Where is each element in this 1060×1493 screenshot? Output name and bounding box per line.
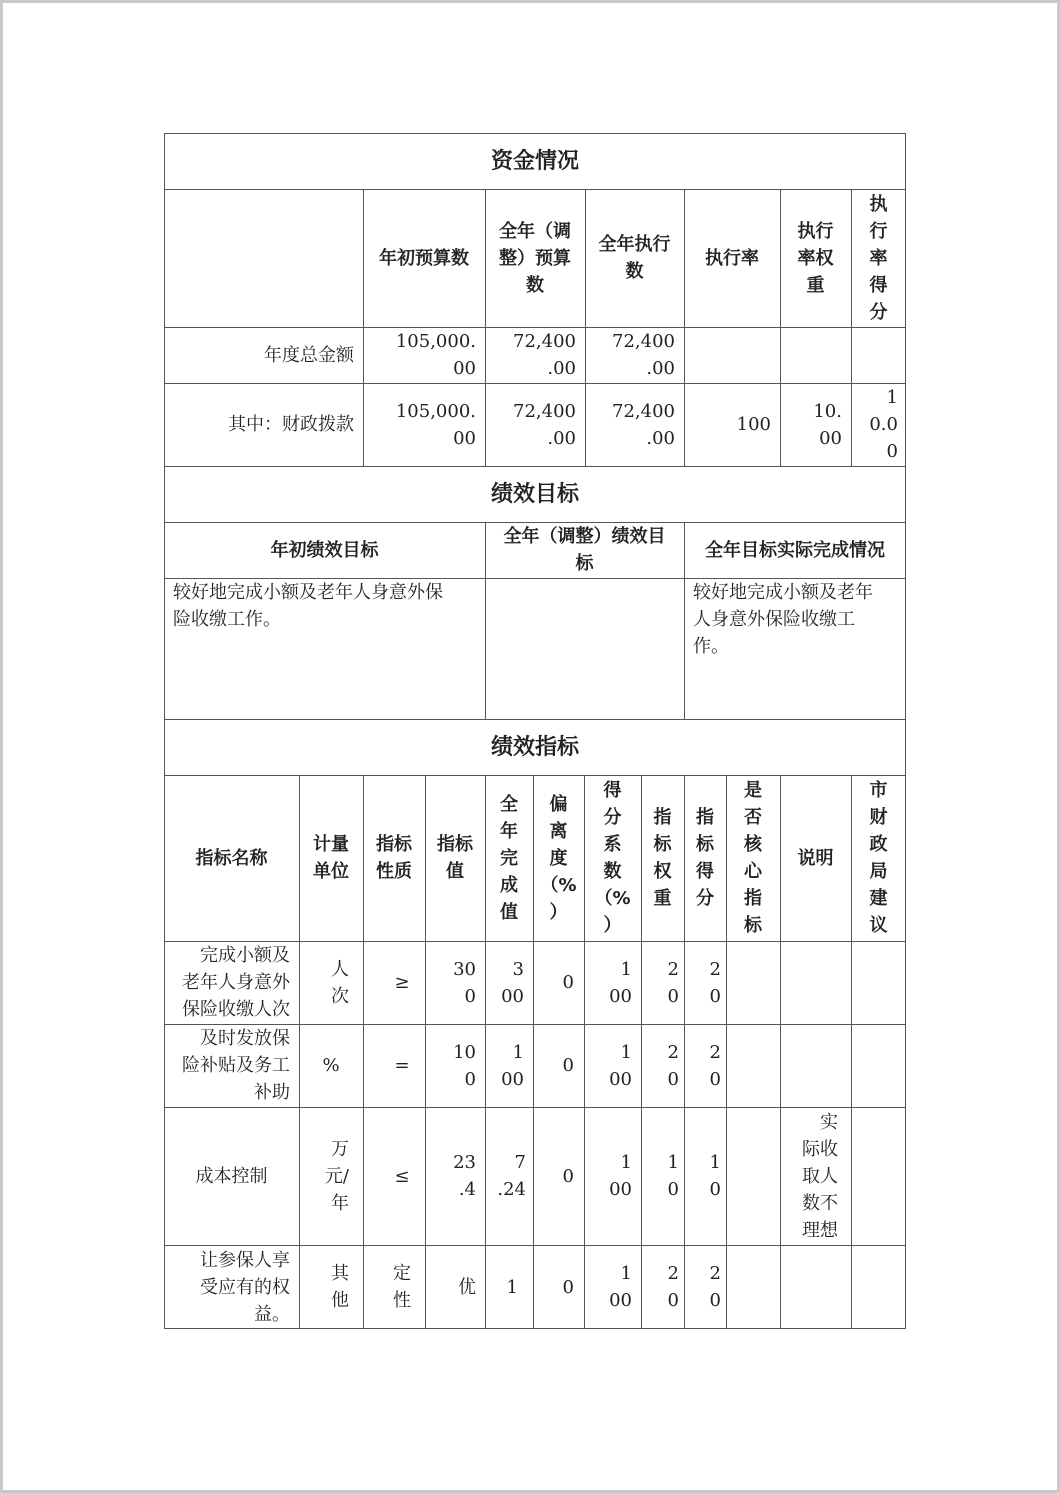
header-initial-budget: 年初预算数 xyxy=(379,247,469,269)
grid-line xyxy=(726,775,727,1329)
grid-line xyxy=(164,327,906,328)
indicator-weight: 2 0 xyxy=(667,1041,679,1090)
fiscal-rate-weight: 10. 00 xyxy=(813,400,842,449)
grid-line xyxy=(641,775,642,1329)
indicator-target-value: 优 xyxy=(458,1276,476,1298)
grid-line xyxy=(164,578,906,579)
grid-line xyxy=(780,775,781,1329)
indicator-core xyxy=(726,1024,780,1107)
indicator-core xyxy=(726,1107,780,1245)
indicator-score: 1 0 xyxy=(709,1152,721,1200)
grid-line xyxy=(164,775,906,776)
section-title-fund: 资金情况 xyxy=(490,148,579,174)
indicator-target-value: 30 0 xyxy=(453,958,476,1007)
indicator-note xyxy=(780,941,851,1024)
indicator-unit: 人 次 xyxy=(331,958,349,1007)
indicator-target-value: 10 0 xyxy=(453,1041,476,1090)
header-deviation: 偏 离 度 （% ） xyxy=(540,793,577,923)
fiscal-adjusted-budget: 72,400 .00 xyxy=(513,400,576,449)
indicator-score: 2 0 xyxy=(709,958,721,1007)
indicator-completed-value: 3 00 xyxy=(501,958,524,1007)
row-label-fiscal: 其中：财政拨款 xyxy=(228,414,354,435)
grid-line xyxy=(164,189,906,190)
indicator-nature: ≤ xyxy=(394,1165,410,1187)
section-title-goals: 绩效目标 xyxy=(490,481,579,507)
header-nature: 指标 性质 xyxy=(376,834,412,882)
fiscal-initial-budget: 105,000. 00 xyxy=(395,400,476,449)
header-indicator-score: 指 标 得 分 xyxy=(696,807,714,909)
indicator-score: 2 0 xyxy=(709,1041,721,1090)
grid-line xyxy=(851,189,852,466)
grid-line xyxy=(164,522,906,523)
indicator-nature: ≥ xyxy=(394,972,410,993)
header-rate-weight: 执行 率权 重 xyxy=(797,220,834,296)
indicator-advice xyxy=(851,1245,906,1329)
initial-goal-text: 较好地完成小额及老年人身意外保 险收缴工作。 xyxy=(173,582,443,630)
header-unit: 计量 单位 xyxy=(313,834,349,882)
indicator-note xyxy=(780,1024,851,1107)
indicator-advice xyxy=(851,1107,906,1245)
grid-line xyxy=(684,775,685,1329)
row-label-total: 年度总金额 xyxy=(264,344,354,366)
grid-line xyxy=(164,1024,906,1025)
indicator-name: 及时发放保 险补贴及务工 补助 xyxy=(182,1028,290,1103)
indicator-score: 2 0 xyxy=(709,1263,721,1311)
table-border-right xyxy=(905,133,906,1329)
indicator-note xyxy=(780,1245,851,1329)
section-title-indicators: 绩效指标 xyxy=(490,734,579,760)
indicator-completed-value: 1 00 xyxy=(501,1041,524,1090)
header-score-coefficient: 得 分 系 数 （% ） xyxy=(594,780,631,936)
grid-line xyxy=(164,383,906,384)
indicator-unit: % xyxy=(322,1055,340,1076)
indicator-weight: 1 0 xyxy=(667,1152,679,1200)
grid-line xyxy=(780,189,781,466)
indicator-nature: = xyxy=(394,1055,410,1076)
grid-line xyxy=(684,522,685,719)
header-initial-goal: 年初绩效目标 xyxy=(270,539,379,561)
indicator-completed-value: 7 .24 xyxy=(497,1152,526,1200)
header-target-value: 指标 值 xyxy=(437,834,473,882)
header-core-indicator: 是 否 核 心 指 标 xyxy=(744,780,762,936)
indicator-target-value: 23 .4 xyxy=(453,1152,476,1200)
grid-line xyxy=(851,775,852,1329)
grid-line xyxy=(485,189,486,466)
indicator-core xyxy=(726,1245,780,1329)
table-border-top xyxy=(164,133,906,134)
indicator-weight: 2 0 xyxy=(667,1263,679,1311)
indicator-score-coefficient: 1 00 xyxy=(609,1152,632,1200)
grid-line xyxy=(584,775,585,1329)
grid-line xyxy=(485,775,486,1329)
adjusted-goal-text xyxy=(485,578,684,719)
grid-line xyxy=(533,775,534,1329)
indicator-deviation: 0 xyxy=(562,972,574,993)
grid-line xyxy=(164,1245,906,1246)
header-adjusted-goal: 全年（调整）绩效目 标 xyxy=(503,526,666,574)
indicator-name: 让参保人享 受应有的权 益。 xyxy=(200,1249,290,1325)
indicator-deviation: 0 xyxy=(562,1055,574,1076)
indicator-completed-value: 1 xyxy=(506,1276,518,1298)
header-indicator-weight: 指 标 权 重 xyxy=(653,807,672,909)
grid-line xyxy=(363,775,364,1329)
grid-line xyxy=(164,941,906,942)
table-border-bottom xyxy=(164,1328,906,1329)
indicator-deviation: 0 xyxy=(562,1165,574,1187)
indicator-unit: 其 他 xyxy=(331,1263,349,1311)
header-execution-rate: 执行率 xyxy=(705,247,759,269)
indicator-name: 完成小额及 老年人身意外 保险收缴人次 xyxy=(182,945,290,1020)
indicator-score-coefficient: 1 00 xyxy=(609,1041,632,1090)
grid-line xyxy=(299,775,300,1329)
grid-line xyxy=(363,189,364,466)
indicator-weight: 2 0 xyxy=(667,958,679,1007)
grid-line xyxy=(485,522,486,719)
indicator-name: 成本控制 xyxy=(195,1165,268,1187)
fiscal-rate-score: 1 0.0 0 xyxy=(869,387,898,462)
grid-line xyxy=(164,466,906,467)
total-adjusted-budget: 72,400 .00 xyxy=(513,331,576,379)
table-border-left xyxy=(164,133,165,1329)
indicator-advice xyxy=(851,941,906,1024)
performance-table xyxy=(164,133,906,1329)
header-note: 说明 xyxy=(797,847,834,869)
indicator-score-coefficient: 1 00 xyxy=(609,1263,632,1311)
grid-line xyxy=(684,189,685,466)
grid-line xyxy=(585,189,586,466)
actual-completion-text: 较好地完成小额及老年 人身意外保险收缴工 作。 xyxy=(693,582,873,657)
total-annual-execution: 72,400 .00 xyxy=(612,331,675,379)
header-annual-execution: 全年执行 数 xyxy=(598,234,671,282)
header-rate-score: 执 行 率 得 分 xyxy=(869,193,888,323)
header-adjusted-budget: 全年（调 整）预算 数 xyxy=(499,220,571,296)
indicator-deviation: 0 xyxy=(562,1276,574,1298)
indicator-nature: 定 性 xyxy=(393,1263,411,1311)
grid-line xyxy=(425,775,426,1329)
indicator-core xyxy=(726,941,780,1024)
header-actual-completion: 全年目标实际完成情况 xyxy=(705,539,885,561)
fiscal-execution-rate: 100 xyxy=(736,414,771,435)
indicator-score-coefficient: 1 00 xyxy=(609,958,632,1007)
header-finance-advice: 市 财 政 局 建 议 xyxy=(869,780,888,936)
grid-line xyxy=(164,1107,906,1108)
header-indicator-name: 指标名称 xyxy=(195,847,268,869)
grid-line xyxy=(164,719,906,720)
indicator-unit: 万 元/ 年 xyxy=(324,1138,349,1214)
indicator-note: 实 际收 取人 数不 理想 xyxy=(802,1111,838,1241)
fiscal-annual-execution: 72,400 .00 xyxy=(612,400,675,449)
header-completed-value: 全 年 完 成 值 xyxy=(500,793,518,923)
indicator-advice xyxy=(851,1024,906,1107)
total-initial-budget: 105,000. 00 xyxy=(395,331,476,379)
